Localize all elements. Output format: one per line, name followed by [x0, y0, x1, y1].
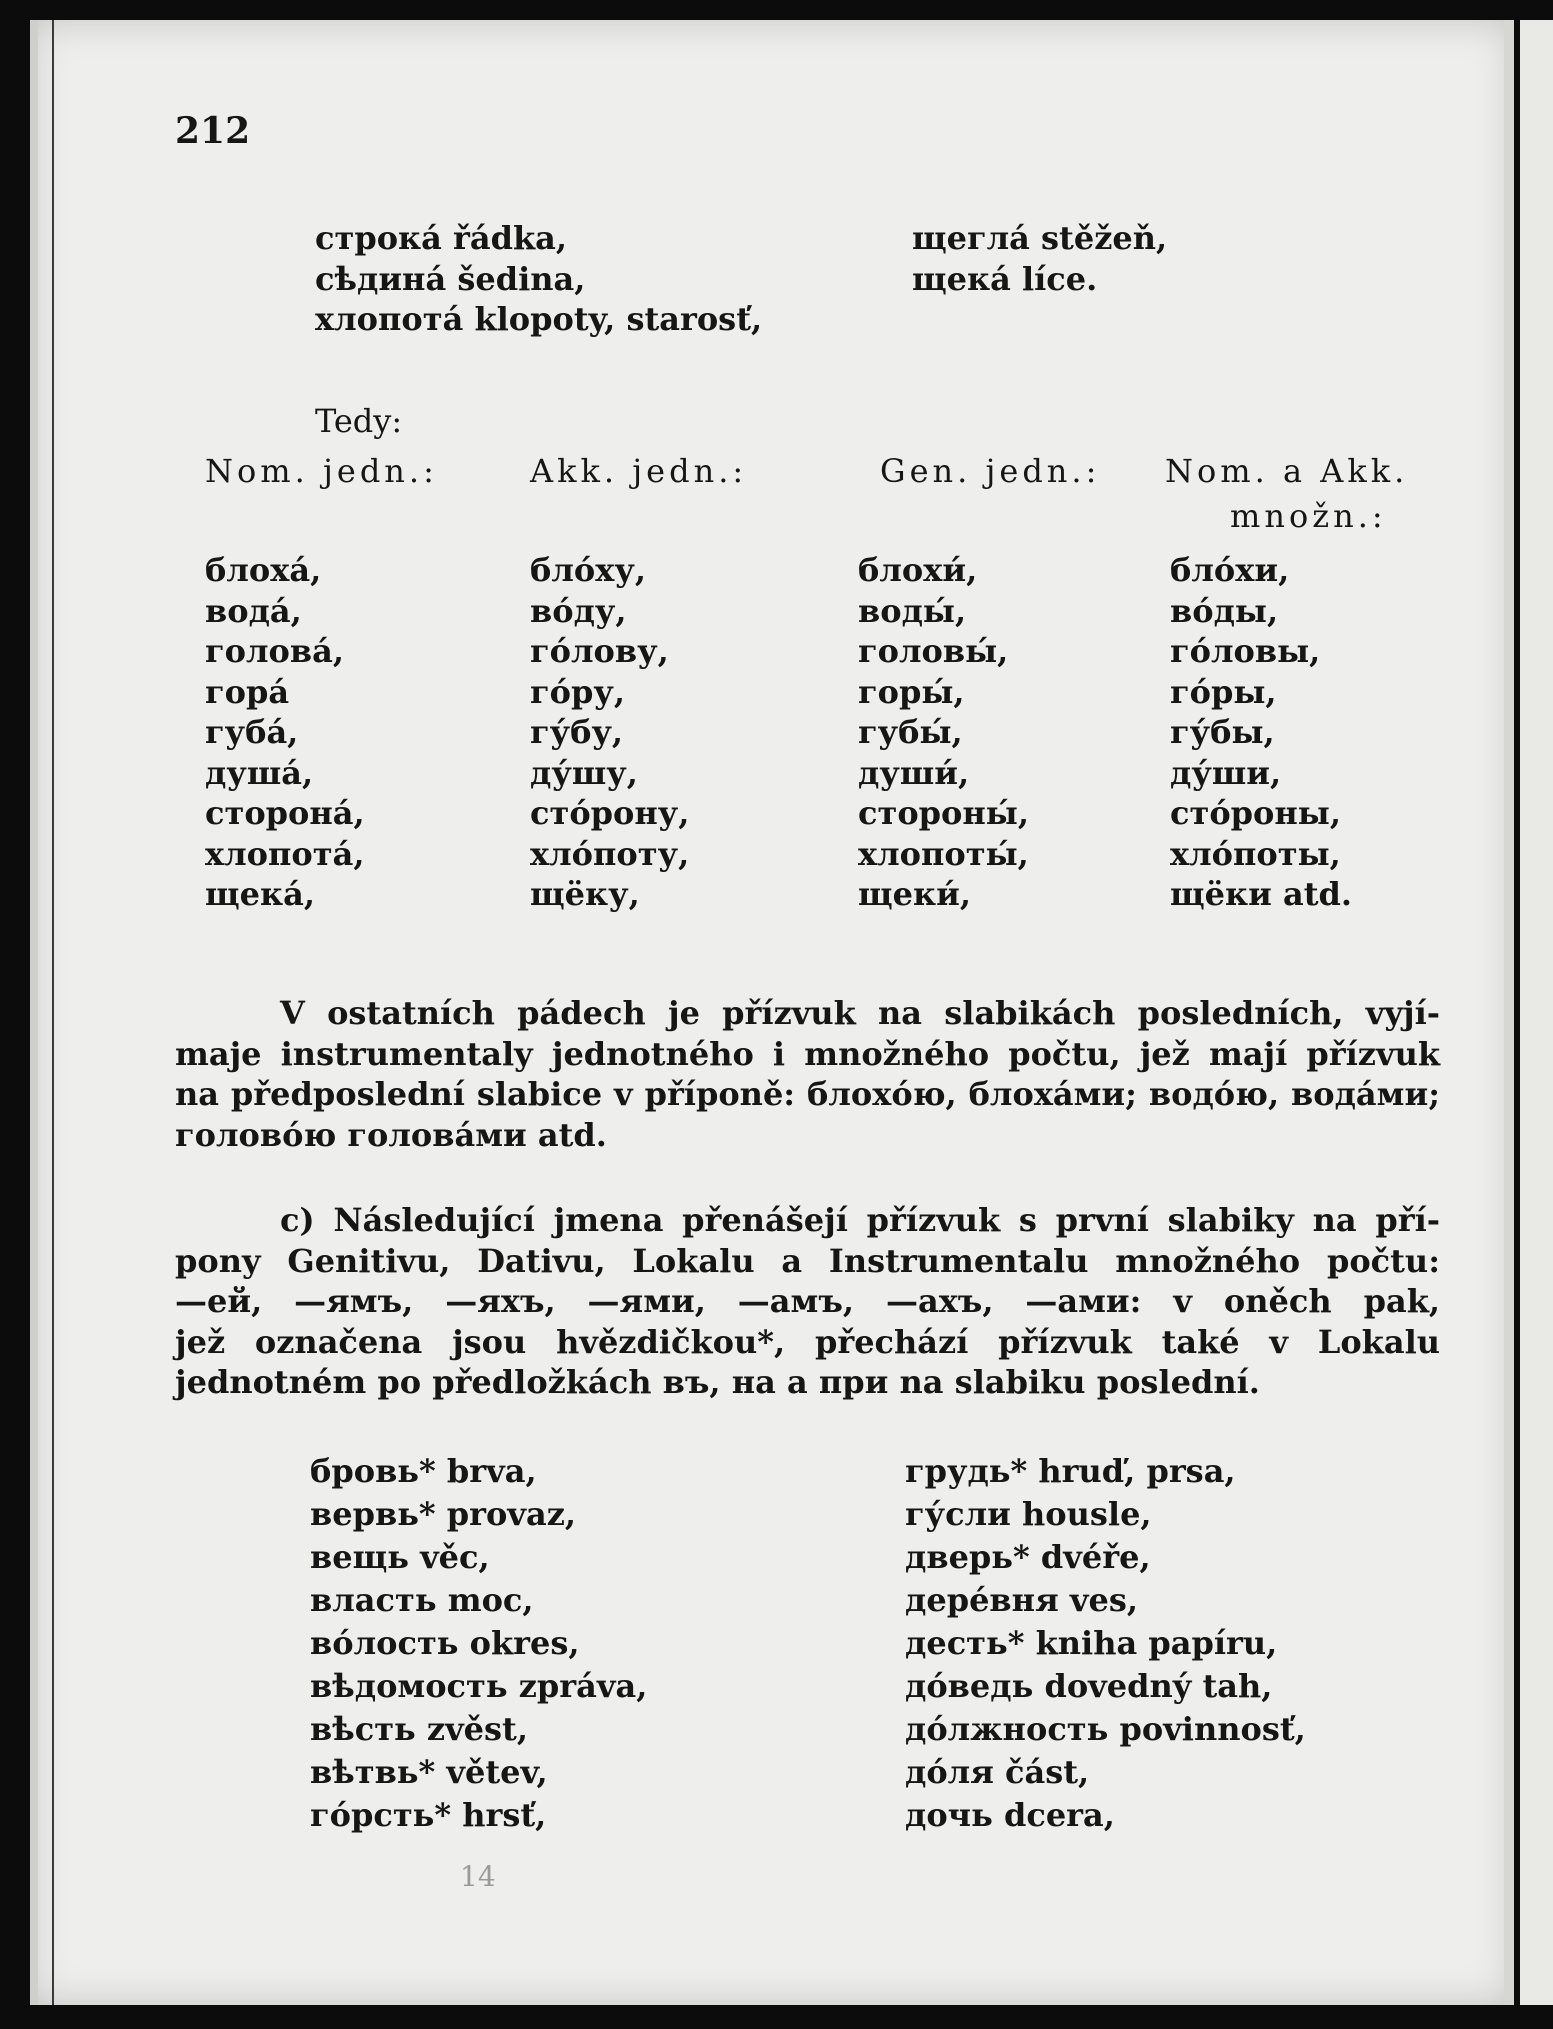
header-nom-akk-pl: Nom. a Akk.: [1165, 452, 1409, 490]
intro-item: щека́ líce.: [912, 259, 1098, 298]
table-cell: душа́,: [205, 753, 314, 792]
table-cell: хлопота́,: [205, 834, 365, 873]
list-item: гу́сли housle,: [905, 1495, 1152, 1533]
list-item: до́ведь dovedný tah,: [905, 1667, 1273, 1705]
paragraph-line: pony Genitivu, Dativu, Lokalu a Instrumentalu množného počtu:: [175, 1241, 1440, 1280]
paragraph-line: —ей, —ямъ, —яхъ, —ями, —амъ, —ахъ, —ами: v oněch pak,: [175, 1282, 1440, 1320]
table-cell: щёку,: [530, 875, 640, 913]
list-item: десть* kniha papíru,: [905, 1624, 1278, 1662]
paragraph-line: na předposlední slabice v příponě: блохо́ю, блоха́ми; водо́ю, вода́ми;: [175, 1075, 1440, 1113]
table-cell: головы́,: [858, 632, 1009, 670]
list-item: дверь* dvéře,: [905, 1538, 1151, 1576]
column-gen-sg: [858, 550, 1029, 915]
table-cell: хлопоты́,: [858, 834, 1029, 873]
table-cell: блоха́,: [205, 551, 322, 589]
table-cell: во́ды,: [1170, 591, 1279, 630]
table-cell: во́ду,: [530, 591, 627, 630]
table-cell: щёки atd.: [1170, 875, 1352, 913]
table-cell: го́ловы,: [1170, 632, 1321, 670]
table-cell: сторона́,: [205, 794, 365, 832]
table-cell: горы́,: [858, 672, 965, 711]
intro-item: хлопота́ klopoty, starosť,: [315, 300, 763, 338]
paragraph-line: jež označena jsou hvězdičkou*, přechází přízvuk také v Lokalu: [175, 1322, 1440, 1361]
table-cell: гу́бы,: [1170, 713, 1275, 751]
list-item: вѣдомость zpráva,: [310, 1667, 648, 1705]
tedy-label: Tedy:: [315, 402, 403, 440]
column-nom-akk-pl: [1170, 550, 1352, 915]
header-mnozn: množn.:: [1230, 497, 1387, 535]
list-item: вещь věc,: [310, 1538, 490, 1576]
list-item: грудь* hruď, prsa,: [905, 1452, 1236, 1490]
paragraph-line: jednotném po předložkách въ, на a при na slabiku poslední.: [175, 1363, 1260, 1401]
paragraph-stress-rule: [175, 993, 1440, 1155]
word-list-left: [310, 1450, 647, 1837]
header-akk-sg: Akk. jedn.:: [530, 452, 748, 490]
table-cell: гора́: [205, 672, 290, 711]
list-item: до́ля část,: [905, 1753, 1090, 1791]
list-item: вервь* provaz,: [310, 1495, 577, 1533]
table-cell: сто́рону,: [530, 794, 690, 832]
table-cell: го́лову,: [530, 632, 669, 670]
table-cell: щеки́,: [858, 875, 971, 913]
paragraph-c: [175, 1200, 1440, 1403]
intro-item: сѣдина́ šedina,: [315, 259, 586, 298]
page-number: 212: [175, 110, 251, 152]
table-cell: хло́поту,: [530, 834, 690, 873]
intro-item: строка́ řádka,: [315, 219, 568, 257]
column-akk-sg: [530, 550, 689, 915]
table-cell: хло́поты,: [1170, 834, 1341, 873]
table-cell: души́,: [858, 753, 970, 792]
list-item: дере́вня ves,: [905, 1581, 1138, 1619]
header-gen-sg: Gen. jedn.:: [880, 452, 1101, 490]
list-item: бровь* brva,: [310, 1452, 537, 1490]
table-cell: воды́,: [858, 591, 967, 630]
table-cell: блохи́,: [858, 551, 978, 589]
paragraph-line: c) Následující jmena přenášejí přízvuk s první slabiky na pří-: [280, 1201, 1440, 1239]
column-nom-sg: [205, 550, 365, 915]
table-cell: бло́хи,: [1170, 551, 1290, 589]
table-cell: сто́роны,: [1170, 794, 1342, 832]
table-cell: губа́,: [205, 713, 299, 751]
table-cell: стороны́,: [858, 794, 1030, 832]
list-item: до́лжность povinnosť,: [905, 1710, 1306, 1748]
table-cell: ду́ши,: [1170, 753, 1282, 792]
table-cell: гу́бу,: [530, 713, 624, 751]
paragraph-line: голово́ю голова́ми atd.: [175, 1115, 607, 1154]
table-cell: щека́,: [205, 875, 315, 913]
table-cell: вода́,: [205, 591, 302, 630]
list-item: вѣсть zvěst,: [310, 1710, 528, 1748]
list-item: дочь dcera,: [905, 1796, 1115, 1834]
header-nom-sg: Nom. jedn.:: [205, 452, 438, 490]
list-item: власть moc,: [310, 1581, 534, 1619]
list-item: во́лость okres,: [310, 1624, 580, 1662]
bleed-through-mark: 14: [460, 1860, 496, 1893]
table-cell: губы́,: [858, 713, 963, 751]
table-cell: го́ру,: [530, 672, 625, 711]
table-cell: ду́шу,: [530, 753, 638, 792]
word-list-right: [905, 1450, 1306, 1837]
paragraph-line: maje instrumentaly jednotného i množného počtu, jež mají přízvuk: [175, 1034, 1440, 1073]
list-item: го́рсть* hrsť,: [310, 1796, 547, 1834]
list-item: вѣтвь* větev,: [310, 1753, 548, 1791]
table-cell: бло́ху,: [530, 551, 646, 589]
intro-item: щегла́ stěžeň,: [912, 219, 1168, 257]
intro-list-right: [912, 218, 1167, 299]
paragraph-line: V ostatních pádech je přízvuk na slabikách posledních, vyjí-: [280, 994, 1440, 1032]
table-cell: голова́,: [205, 632, 344, 670]
intro-list-left: [315, 218, 762, 340]
table-cell: го́ры,: [1170, 672, 1277, 711]
